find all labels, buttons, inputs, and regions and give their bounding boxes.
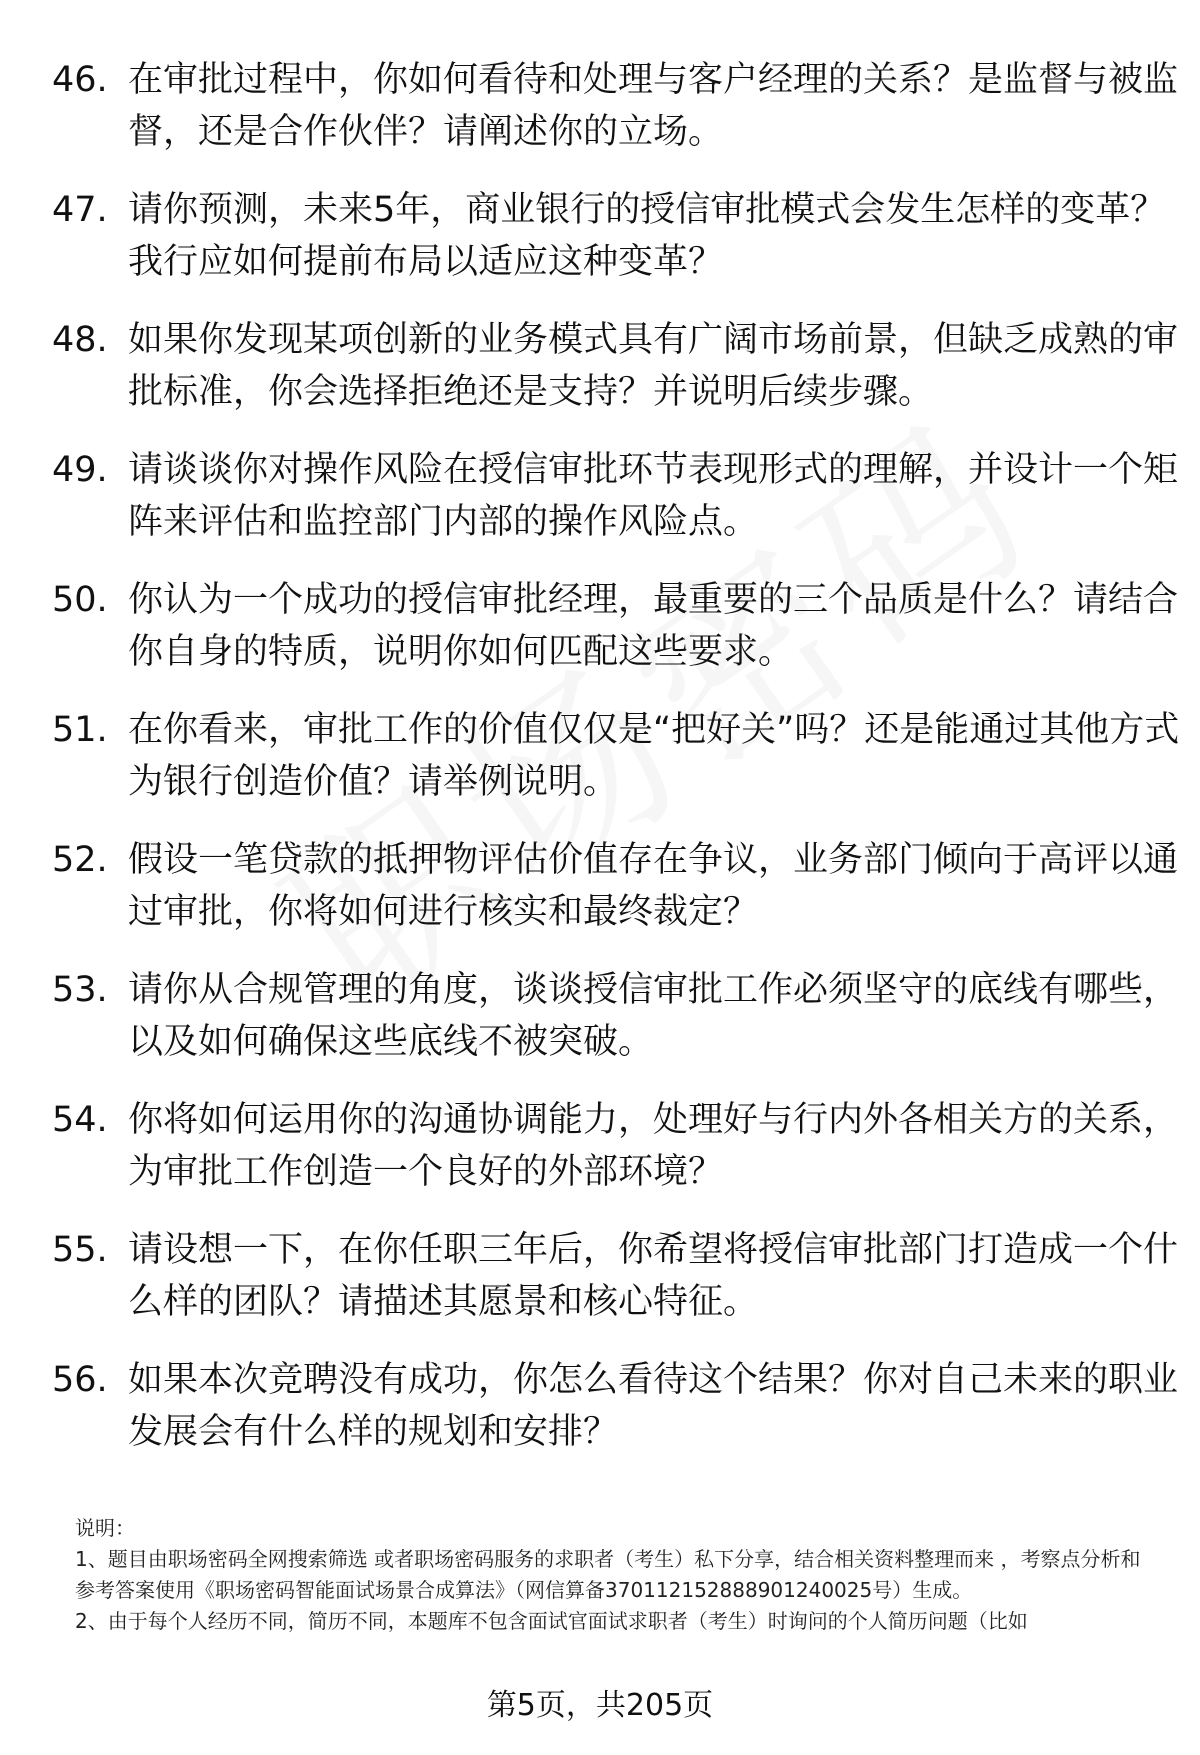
question-item [52, 574, 1179, 704]
question-text: 请设想一下，在你任职三年后，你希望将授信审批部门打造成一个什么样的团队？请描述其愿景和核心特征。 [128, 1230, 1179, 1322]
question-number: 54. [52, 1100, 108, 1140]
question-text: 你认为一个成功的授信审批经理，最重要的三个品质是什么？请结合你自身的特质，说明你如何匹配这些要求。 [128, 580, 1179, 672]
question-text: 你将如何运用你的沟通协调能力，处理好与行内外各相关方的关系，为审批工作创造一个良好的外部环境？ [128, 1100, 1179, 1192]
question-text: 假设一笔贷款的抵押物评估价值存在争议，业务部门倾向于高评以通过审批，你将如何进行核实和最终裁定？ [128, 840, 1179, 932]
question-item [52, 1354, 1179, 1484]
question-item [52, 54, 1179, 184]
question-item [52, 1094, 1179, 1224]
question-item [52, 184, 1166, 314]
question-number: 52. [52, 840, 108, 880]
note-item: 1、题目由职场密码全网搜索筛选 或者职场密码服务的求职者（考生）私下分享，结合相关资料整理而来 ，考察点分析和参考答案使用《职场密码智能面试场景合成算法》（网信算备370112152888901240025号）生成。 [75, 1547, 1141, 1602]
question-item [52, 964, 1179, 1094]
question-text: 请谈谈你对操作风险在授信审批环节表现形式的理解，并设计一个矩阵来评估和监控部门内部的操作风险点。 [128, 450, 1179, 542]
question-item [52, 704, 1180, 834]
question-list [52, 54, 1180, 1484]
notes-section [75, 1513, 1155, 1637]
question-text: 在审批过程中，你如何看待和处理与客户经理的关系？是监督与被监督，还是合作伙伴？请阐述你的立场。 [128, 60, 1179, 152]
question-number: 53. [52, 970, 108, 1010]
question-number: 49. [52, 450, 108, 490]
question-item [52, 834, 1179, 964]
notes-heading: 说明： [75, 1516, 135, 1540]
question-number: 48. [52, 320, 108, 360]
question-number: 51. [52, 710, 108, 750]
note-item: 2、由于每个人经历不同，简历不同，本题库不包含面试官面试求职者（考生）时询问的个人简历问题（比如 [75, 1609, 1028, 1633]
question-item [52, 444, 1179, 574]
question-number: 56. [52, 1360, 108, 1400]
question-number: 46. [52, 60, 108, 100]
question-text: 在你看来，审批工作的价值仅仅是“把好关”吗？还是能通过其他方式为银行创造价值？请举例说明。 [128, 710, 1180, 802]
question-number: 55. [52, 1230, 108, 1270]
page-number: 第5页，共205页 [486, 1688, 714, 1723]
question-text: 请你从合规管理的角度，谈谈授信审批工作必须坚守的底线有哪些，以及如何确保这些底线不被突破。 [128, 970, 1179, 1062]
question-text: 请你预测，未来5年，商业银行的授信审批模式会发生怎样的变革？我行应如何提前布局以适应这种变革？ [128, 190, 1166, 282]
question-number: 50. [52, 580, 108, 620]
question-text: 如果你发现某项创新的业务模式具有广阔市场前景，但缺乏成熟的审批标准，你会选择拒绝还是支持？并说明后续步骤。 [128, 320, 1179, 412]
question-number: 47. [52, 190, 108, 230]
question-item [52, 314, 1179, 444]
question-item [52, 1224, 1179, 1354]
question-text: 如果本次竞聘没有成功，你怎么看待这个结果？你对自己未来的职业发展会有什么样的规划和安排？ [128, 1360, 1179, 1452]
